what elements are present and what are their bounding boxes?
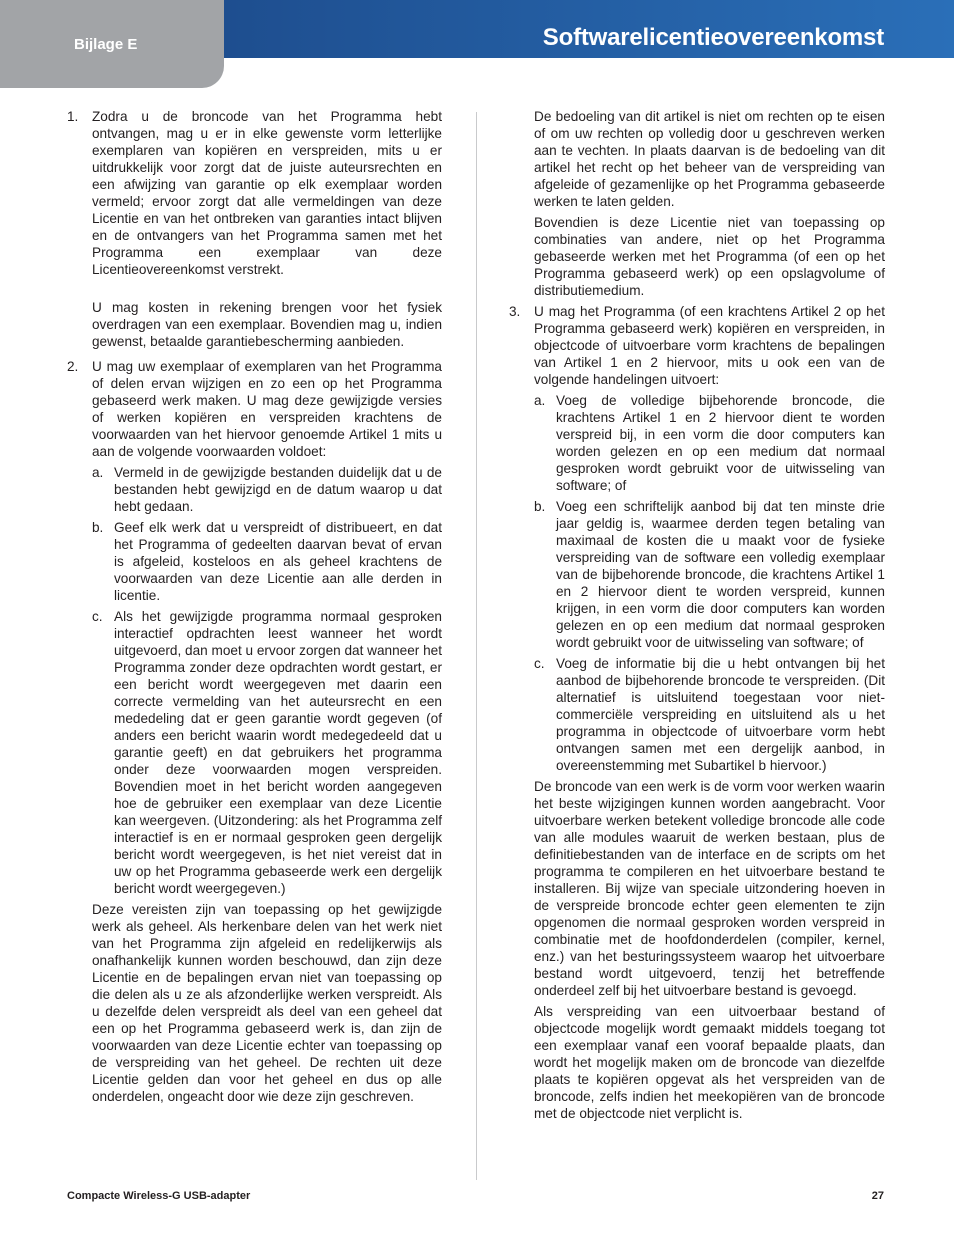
article-3 xyxy=(509,303,885,1126)
article-number: 1. xyxy=(67,109,79,124)
article-2-paragraph-4: Bovendien is deze Licentie niet van toepassing op combinaties van andere, niet op het Programma gebaseerde werken met het Programma (of een op het Programma gebaseerd werk) op een opslagvolume of distributiemedium. xyxy=(534,215,885,298)
article-1-paragraph-2: U mag kosten in rekening brengen voor het fysiek overdragen van een exemplaar. Bovendien mag u, indien gewenst, betaalde garantiebescherming aanbieden. xyxy=(92,300,442,349)
article-2-paragraph-1: U mag uw exemplaar of exemplaren van het Programma of delen ervan wijzigen en zo een op het Programma gebaseerd werk maken. U mag deze gewijzigde versies of werken kopiëren en verspreiden krachtens de voorwaarden van het hiervoor genoemde Artikel 1 mits u aan de volgende voorwaarden voldoet: xyxy=(92,359,442,459)
subarticle-letter: c. xyxy=(534,656,545,671)
subarticle-c xyxy=(92,608,442,897)
article-number: 3. xyxy=(509,304,521,319)
page-header xyxy=(0,0,954,88)
subarticle-letter: a. xyxy=(534,393,546,408)
subarticle-text: Geef elk werk dat u verspreidt of distribueert, en dat het Programma of gedeelten daarvan bevat of ervan is afgeleid, kosteloos en als geheel krachtens de voorwaarden van deze Licentie aan alle derden in licentie. xyxy=(114,520,442,603)
article-1 xyxy=(67,108,442,354)
footer-page-number: 27 xyxy=(871,1190,884,1202)
article-3-paragraph-1: U mag het Programma (of een krachtens Artikel 2 op het Programma gebaseerd werk) kopiëren en verspreiden, in objectcode of uitvoerbare vorm krachtens de bepalingen van Artikel 1 en 2 hiervoor, mits u ook een van de volgende handelingen uitvoert: xyxy=(534,304,885,387)
article-2-paragraph-2: Deze vereisten zijn van toepassing op het gewijzigde werk als geheel. Als herkenbare delen van het werk niet van het Programma zijn afgeleid en redelijkerwijs als onafhankelijk kunnen worden beschouwd, dan zijn deze Licentie en de bepalingen ervan niet van toepassing op die delen als u ze als afzonderlijke werken verspreidt. Als u dezelfde delen verspreidt als deel van een geheel dat een op het Programma gebaseerd werk is, dan zijn de voorwaarden van deze Licentie echter van toepassing op de verspreiding van het geheel. De rechten uit deze Licentie gelden dan voor het geheel en dus op alle onderdelen, ongeacht door wie deze zijn geschreven. xyxy=(92,902,442,1104)
subarticle-letter: b. xyxy=(534,499,546,514)
article-3-paragraph-2: De broncode van een werk is de vorm voor werken waarin het beste wijzigingen kunnen worden aangebracht. Voor uitvoerbare werken betekent volledige broncode alle code van alle modules waaruit de werken bestaan, plus de definitiebestanden van de interface en de scripts om het programma te compileren en het uitvoerbare bestand te installeren. Bij wijze van speciale uitzondering hoeven in de verspreide broncode echter geen elementen te zijn opgenomen die normaal gesproken worden verspreid in combinatie met de hoofdonderdelen (compiler, kernel, enz.) van het besturingssysteem waarop het uitvoerbare bestand wordt uitgevoerd, tenzij het betreffende onderdeel zelf bij het uitvoerbare bestand is gevoegd. xyxy=(534,779,885,998)
subarticle-letter: c. xyxy=(92,609,103,624)
footer-product-name: Compacte Wireless-G USB-adapter xyxy=(67,1190,251,1202)
subarticle-text: Voeg de informatie bij die u hebt ontvangen bij het aanbod de bijbehorende broncode te verspreiden. (Dit alternatief is uitsluitend toegestaan voor niet-commerciële verspreiding en uitsluitend als u het programma in objectcode of uitvoerbare vorm hebt ontvangen samen met een dergelijk aanbod, in overeenstemming met Subartikel b hiervoor.) xyxy=(556,656,885,773)
subarticle-text: Voeg de volledige bijbehorende broncode, die krachtens Artikel 1 en 2 hiervoor dient te worden verspreid bij, in een vorm die door computers kan worden gelezen en op een medium dat normaal gesproken wordt gebruikt voor de uitwisseling van software; of xyxy=(556,393,885,493)
article-1-paragraph-1: Zodra u de broncode van het Programma hebt ontvangen, mag u er in elke gewenste vorm letterlijke exemplaren van kopiëren en verspreiden, mits u er uitdrukkelijk voor zorgt dat de juiste auteursrechten en een afwijzing van garantie op elk exemplaar worden vermeld; ervoor zorgt dat alle vermeldingen van deze Licentie en van het ontbreken van garanties intact blijven en de ontvangers van het Programma samen met het Programma een exemplaar van deze Licentieovereenkomst verstrekt. xyxy=(92,109,442,277)
subarticle-a xyxy=(92,464,442,515)
page-title: Softwarelicentieovereenkomst xyxy=(542,24,884,51)
right-column xyxy=(509,108,885,1130)
article-2 xyxy=(67,358,442,1109)
subarticle-b xyxy=(92,519,442,604)
subarticle-a xyxy=(534,392,885,494)
subarticle-text: Voeg een schriftelijk aanbod bij dat ten minste drie jaar geldig is, waarmee derden tegen betaling van maximaal de kosten die u maakt voor de fysieke verspreiding van de software een volledig exemplaar van de bijbehorende broncode, die krachtens Artikel 1 en 2 hiervoor dient te worden verspreid, kunnen krijgen, in een vorm die door computers kan worden gelezen en op een medium dat normaal gesproken wordt gebruikt voor de uitwisseling van software; of xyxy=(556,499,885,650)
subarticle-c xyxy=(534,655,885,774)
subarticle-text: Vermeld in de gewijzigde bestanden duidelijk dat u de bestanden hebt gewijzigd en de datum waarop u dat hebt gedaan. xyxy=(114,465,442,514)
article-3-paragraph-3: Als verspreiding van een uitvoerbaar bestand of objectcode mogelijk wordt gemaakt middels toegang tot een exemplaar vanaf een vooraf bepaalde plaats, dan wordt het mogelijk maken om de broncode van diezelfde plaats te kopiëren opgevat als het verspreiden van de broncode, zelfs indien het meekopiëren van de broncode met de objectcode niet verplicht is. xyxy=(534,1004,885,1121)
subarticle-text: Als het gewijzigde programma normaal gesproken interactief opdrachten leest wanneer het wordt uitgevoerd, dan moet u ervoor zorgen dat wanneer het Programma zonder deze opdrachten wordt gestart, er een bericht wordt weergegeven met daarin een correcte vermelding van het auteursrecht en een mededeling dat er geen garantie wordt gegeven (of anders een bericht waarin wordt medegedeeld dat u garantie geeft) en dat gebruikers het programma onder deze voorwaarden mogen verspreiden. Bovendien moet in het bericht worden aangegeven hoe de gebruiker een exemplaar van deze Licentie kan weergeven. (Uitzondering: als het Programma zelf interactief is en er normaal gesproken geen dergelijk bericht wordt weergegeven, is het niet vereist dat in uw op het Programma gebaseerde werk een dergelijk bericht wordt weergegeven.) xyxy=(114,609,442,896)
subarticle-b xyxy=(534,498,885,651)
article-number: 2. xyxy=(67,359,79,374)
article-2-paragraph-3: De bedoeling van dit artikel is niet om rechten op te eisen of om uw rechten op volledig door u geschreven werken aan te vechten. In plaats daarvan is de bedoeling van dit artikel het recht op het beheer van de verspreiding van afgeleide of gezamenlijke op het Programma gebaseerde werken te laten gelden. xyxy=(534,109,885,209)
subarticle-letter: b. xyxy=(92,520,104,535)
left-column xyxy=(67,108,442,1113)
column-divider xyxy=(476,112,477,1180)
subarticle-letter: a. xyxy=(92,465,104,480)
appendix-label: Bijlage E xyxy=(74,36,138,53)
